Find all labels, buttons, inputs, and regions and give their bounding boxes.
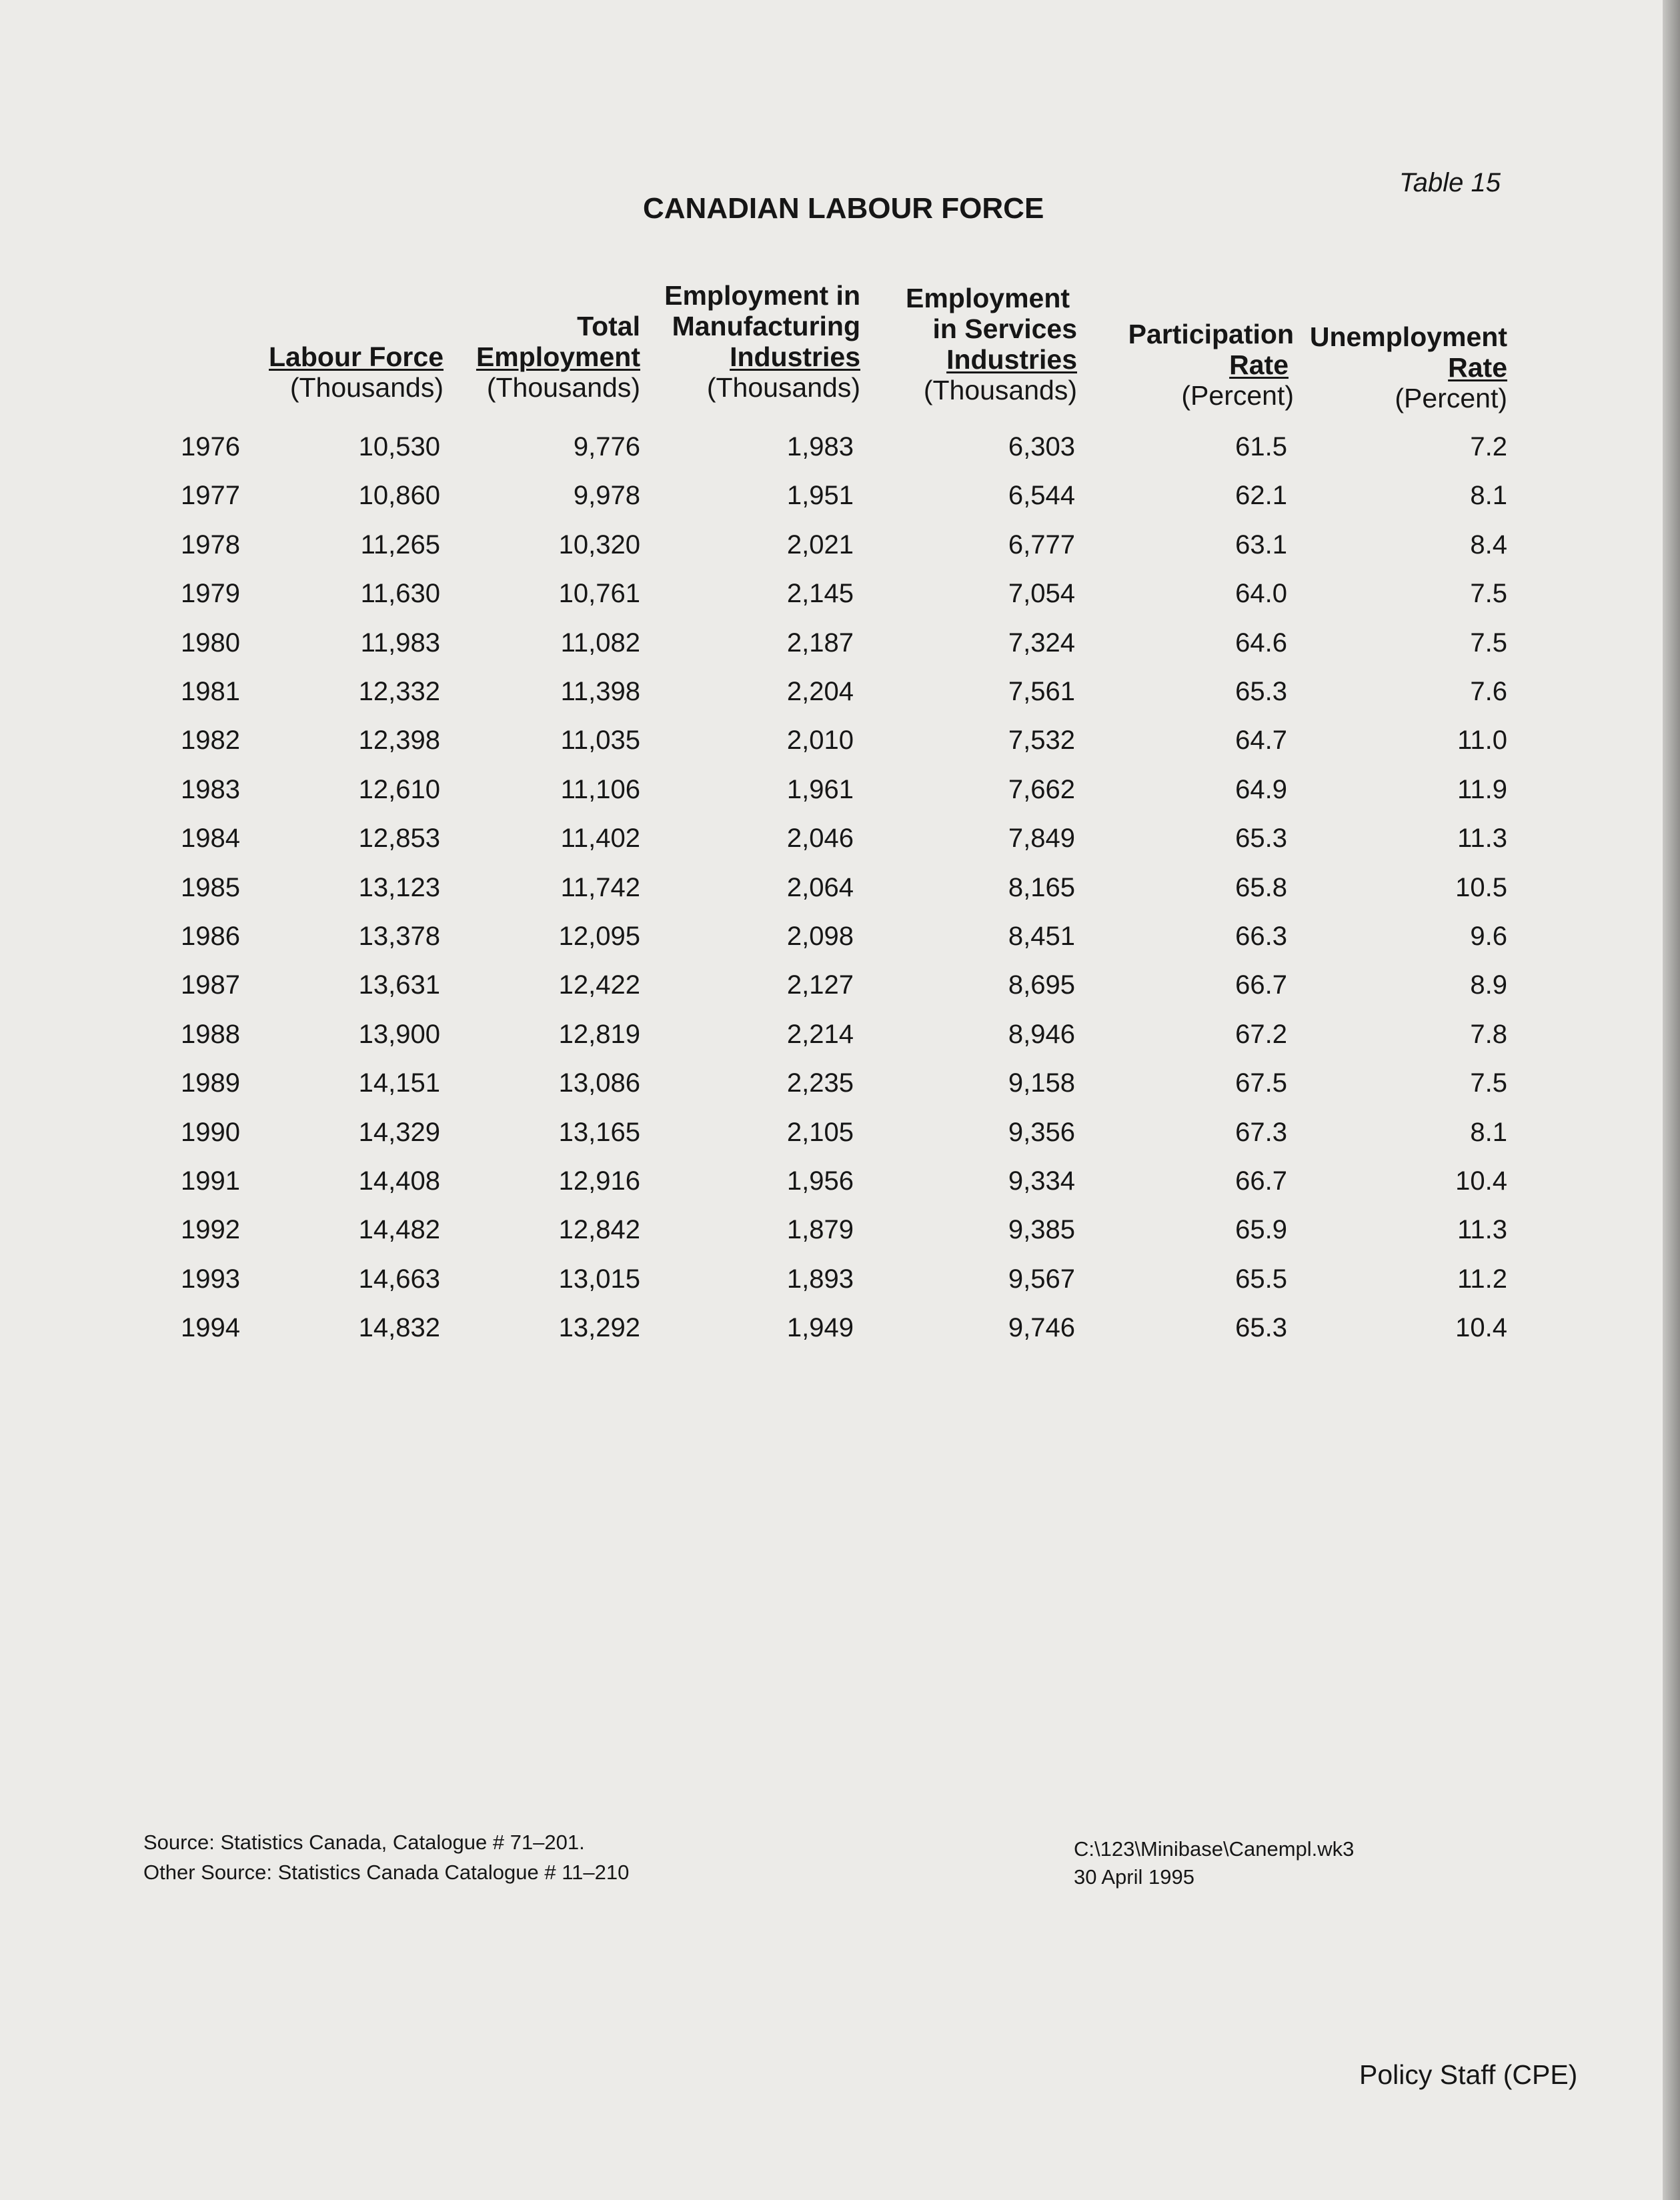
table-row — [0, 1264, 1680, 1304]
participation-rate-cell: 65.5 — [1235, 1264, 1287, 1294]
labour-force-cell: 13,631 — [358, 970, 440, 1000]
year-cell: 1981 — [181, 677, 240, 706]
year-cell: 1984 — [181, 824, 240, 853]
unemployment-rate-cell: 8.1 — [1470, 481, 1507, 510]
total-employment-cell: 13,292 — [558, 1313, 640, 1342]
services-cell: 7,324 — [1008, 628, 1075, 658]
header-services — [874, 283, 1077, 405]
unemployment-rate-cell: 10.5 — [1455, 873, 1507, 902]
table-row — [0, 726, 1680, 766]
year-cell: 1991 — [181, 1166, 240, 1196]
services-cell: 9,356 — [1008, 1118, 1075, 1147]
year-cell: 1978 — [181, 530, 240, 560]
table-row — [0, 1118, 1680, 1158]
header-unemployment-line1: Unemployment — [1309, 321, 1507, 352]
labour-force-cell: 11,630 — [360, 579, 440, 608]
header-unemployment-line2: Rate — [1448, 352, 1507, 383]
unemployment-rate-cell: 7.6 — [1470, 677, 1507, 706]
labour-force-cell: 12,610 — [358, 775, 440, 804]
header-labour-force-title: Labour Force — [269, 341, 444, 372]
labour-force-cell: 12,332 — [358, 677, 440, 706]
total-employment-cell: 11,035 — [560, 726, 640, 755]
labour-force-cell: 14,151 — [358, 1068, 440, 1098]
header-participation-line1: Participation — [1128, 319, 1294, 349]
table-row — [0, 1313, 1680, 1353]
participation-rate-cell: 64.0 — [1235, 579, 1287, 608]
manufacturing-cell: 1,949 — [786, 1313, 854, 1342]
manufacturing-cell: 2,145 — [786, 579, 854, 608]
other-source-note: Other Source: Statistics Canada Catalogue # 11–210 — [143, 1861, 630, 1884]
participation-rate-cell: 65.3 — [1235, 1313, 1287, 1342]
total-employment-cell: 13,165 — [558, 1118, 640, 1147]
services-cell: 9,334 — [1008, 1166, 1075, 1196]
year-cell: 1993 — [181, 1264, 240, 1294]
unemployment-rate-cell: 11.2 — [1457, 1264, 1507, 1294]
table-row — [0, 922, 1680, 962]
table-row — [0, 970, 1680, 1010]
services-cell: 7,532 — [1008, 726, 1075, 755]
unemployment-rate-cell: 11.3 — [1457, 1215, 1507, 1244]
labour-force-cell: 13,123 — [358, 873, 440, 902]
total-employment-cell: 11,398 — [560, 677, 640, 706]
total-employment-cell: 12,916 — [558, 1166, 640, 1196]
header-services-unit: (Thousands) — [923, 375, 1077, 405]
manufacturing-cell: 2,105 — [786, 1118, 854, 1147]
manufacturing-cell: 2,187 — [786, 628, 854, 658]
source-note: Source: Statistics Canada, Catalogue # 71–201. — [143, 1831, 585, 1854]
participation-rate-cell: 66.3 — [1235, 922, 1287, 951]
services-cell: 9,567 — [1008, 1264, 1075, 1294]
manufacturing-cell: 2,021 — [786, 530, 854, 560]
header-participation-unit: (Percent) — [1181, 380, 1294, 411]
total-employment-cell: 13,086 — [558, 1068, 640, 1098]
labour-force-cell: 12,853 — [358, 824, 440, 853]
year-cell: 1988 — [181, 1020, 240, 1049]
year-cell: 1977 — [181, 481, 240, 510]
header-services-line3: Industries — [946, 344, 1077, 375]
table-row — [0, 1166, 1680, 1206]
year-cell: 1979 — [181, 579, 240, 608]
unemployment-rate-cell: 11.9 — [1457, 775, 1507, 804]
labour-force-cell: 13,900 — [358, 1020, 440, 1049]
header-labour-force-unit: (Thousands) — [289, 372, 444, 403]
participation-rate-cell: 61.5 — [1235, 432, 1287, 461]
header-unemployment-unit: (Percent) — [1395, 383, 1507, 413]
total-employment-cell: 9,978 — [573, 481, 640, 510]
unemployment-rate-cell: 7.5 — [1470, 1068, 1507, 1098]
manufacturing-cell: 2,214 — [786, 1020, 854, 1049]
unemployment-rate-cell: 9.6 — [1470, 922, 1507, 951]
header-unemployment — [1297, 321, 1507, 413]
services-cell: 9,385 — [1008, 1215, 1075, 1244]
total-employment-cell: 11,082 — [560, 628, 640, 658]
participation-rate-cell: 67.2 — [1235, 1020, 1287, 1049]
participation-rate-cell: 67.3 — [1235, 1118, 1287, 1147]
table-row — [0, 873, 1680, 913]
year-cell: 1987 — [181, 970, 240, 1000]
unemployment-rate-cell: 7.5 — [1470, 628, 1507, 658]
participation-rate-cell: 65.3 — [1235, 824, 1287, 853]
unemployment-rate-cell: 10.4 — [1455, 1166, 1507, 1196]
services-cell: 9,158 — [1008, 1068, 1075, 1098]
labour-force-cell: 10,860 — [358, 481, 440, 510]
unemployment-rate-cell: 8.4 — [1470, 530, 1507, 560]
total-employment-cell: 10,320 — [558, 530, 640, 560]
labour-force-cell: 12,398 — [358, 726, 440, 755]
year-cell: 1982 — [181, 726, 240, 755]
page-title: CANADIAN LABOUR FORCE — [643, 192, 1044, 225]
participation-rate-cell: 64.9 — [1235, 775, 1287, 804]
manufacturing-cell: 1,983 — [786, 432, 854, 461]
header-manufacturing-unit: (Thousands) — [706, 372, 860, 403]
labour-force-cell: 14,832 — [358, 1313, 440, 1342]
year-cell: 1985 — [181, 873, 240, 902]
unemployment-rate-cell: 11.3 — [1457, 824, 1507, 853]
total-employment-cell: 12,095 — [558, 922, 640, 951]
labour-force-cell: 13,378 — [358, 922, 440, 951]
services-cell: 8,165 — [1008, 873, 1075, 902]
total-employment-cell: 11,742 — [560, 873, 640, 902]
header-services-line2: in Services — [932, 313, 1077, 344]
services-cell: 7,662 — [1008, 775, 1075, 804]
manufacturing-cell: 2,010 — [786, 726, 854, 755]
table-row — [0, 530, 1680, 570]
table-row — [0, 775, 1680, 815]
table-row — [0, 677, 1680, 717]
unemployment-rate-cell: 11.0 — [1457, 726, 1507, 755]
year-cell: 1990 — [181, 1118, 240, 1147]
header-total-employment-unit: (Thousands) — [486, 372, 640, 403]
participation-rate-cell: 63.1 — [1235, 530, 1287, 560]
manufacturing-cell: 1,893 — [786, 1264, 854, 1294]
manufacturing-cell: 1,951 — [786, 481, 854, 510]
participation-rate-cell: 65.3 — [1235, 677, 1287, 706]
manufacturing-cell: 2,204 — [786, 677, 854, 706]
manufacturing-cell: 1,879 — [786, 1215, 854, 1244]
services-cell: 8,451 — [1008, 922, 1075, 951]
participation-rate-cell: 65.8 — [1235, 873, 1287, 902]
unemployment-rate-cell: 10.4 — [1455, 1313, 1507, 1342]
total-employment-cell: 11,106 — [560, 775, 640, 804]
header-total-employment-line2: Employment — [476, 341, 640, 372]
table-row — [0, 481, 1680, 521]
manufacturing-cell: 2,098 — [786, 922, 854, 951]
manufacturing-cell: 2,235 — [786, 1068, 854, 1098]
services-cell: 6,303 — [1008, 432, 1075, 461]
unemployment-rate-cell: 7.2 — [1470, 432, 1507, 461]
participation-rate-cell: 65.9 — [1235, 1215, 1287, 1244]
total-employment-cell: 10,761 — [558, 579, 640, 608]
table-row — [0, 1020, 1680, 1060]
manufacturing-cell: 1,956 — [786, 1166, 854, 1196]
labour-force-cell: 14,663 — [358, 1264, 440, 1294]
header-total-employment — [454, 311, 640, 403]
manufacturing-cell: 2,064 — [786, 873, 854, 902]
labour-force-cell: 14,329 — [358, 1118, 440, 1147]
table-row — [0, 628, 1680, 668]
signature: Policy Staff (CPE) — [1359, 2059, 1578, 2090]
total-employment-cell: 12,422 — [558, 970, 640, 1000]
services-cell: 7,849 — [1008, 824, 1075, 853]
header-services-line1: Employment — [906, 283, 1070, 313]
participation-rate-cell: 62.1 — [1235, 481, 1287, 510]
labour-force-cell: 14,482 — [358, 1215, 440, 1244]
unemployment-rate-cell: 8.1 — [1470, 1118, 1507, 1147]
labour-force-cell: 11,265 — [360, 530, 440, 560]
manufacturing-cell: 2,046 — [786, 824, 854, 853]
participation-rate-cell: 67.5 — [1235, 1068, 1287, 1098]
participation-rate-cell: 64.7 — [1235, 726, 1287, 755]
file-date: 30 April 1995 — [1074, 1865, 1194, 1889]
services-cell: 6,544 — [1008, 481, 1075, 510]
unemployment-rate-cell: 7.8 — [1470, 1020, 1507, 1049]
services-cell: 6,777 — [1008, 530, 1075, 560]
participation-rate-cell: 66.7 — [1235, 1166, 1287, 1196]
labour-force-cell: 11,983 — [360, 628, 440, 658]
services-cell: 8,946 — [1008, 1020, 1075, 1049]
year-cell: 1992 — [181, 1215, 240, 1244]
unemployment-rate-cell: 7.5 — [1470, 579, 1507, 608]
header-participation-line2: Rate — [1229, 349, 1289, 380]
file-path: C:\123\Minibase\Canempl.wk3 — [1074, 1837, 1355, 1861]
header-manufacturing — [627, 280, 860, 403]
table-row — [0, 824, 1680, 864]
labour-force-cell: 10,530 — [358, 432, 440, 461]
manufacturing-cell: 1,961 — [786, 775, 854, 804]
total-employment-cell: 11,402 — [560, 824, 640, 853]
header-manufacturing-line1: Employment in — [664, 280, 860, 311]
year-cell: 1994 — [181, 1313, 240, 1342]
header-total-employment-line1: Total — [577, 311, 640, 341]
services-cell: 9,746 — [1008, 1313, 1075, 1342]
year-cell: 1989 — [181, 1068, 240, 1098]
services-cell: 7,561 — [1008, 677, 1075, 706]
table-row — [0, 432, 1680, 472]
total-employment-cell: 12,842 — [558, 1215, 640, 1244]
year-cell: 1980 — [181, 628, 240, 658]
table-row — [0, 579, 1680, 619]
total-employment-cell: 13,015 — [558, 1264, 640, 1294]
table-row — [0, 1215, 1680, 1255]
header-labour-force — [253, 341, 444, 403]
manufacturing-cell: 2,127 — [786, 970, 854, 1000]
total-employment-cell: 9,776 — [573, 432, 640, 461]
unemployment-rate-cell: 8.9 — [1470, 970, 1507, 1000]
year-cell: 1976 — [181, 432, 240, 461]
services-cell: 8,695 — [1008, 970, 1075, 1000]
labour-force-cell: 14,408 — [358, 1166, 440, 1196]
table-row — [0, 1068, 1680, 1108]
total-employment-cell: 12,819 — [558, 1020, 640, 1049]
year-cell: 1986 — [181, 922, 240, 951]
services-cell: 7,054 — [1008, 579, 1075, 608]
header-manufacturing-line3: Industries — [730, 341, 860, 372]
year-cell: 1983 — [181, 775, 240, 804]
participation-rate-cell: 64.6 — [1235, 628, 1287, 658]
table-number-label: Table 15 — [1399, 168, 1501, 197]
participation-rate-cell: 66.7 — [1235, 970, 1287, 1000]
header-participation — [1107, 319, 1294, 411]
header-manufacturing-line2: Manufacturing — [672, 311, 860, 341]
